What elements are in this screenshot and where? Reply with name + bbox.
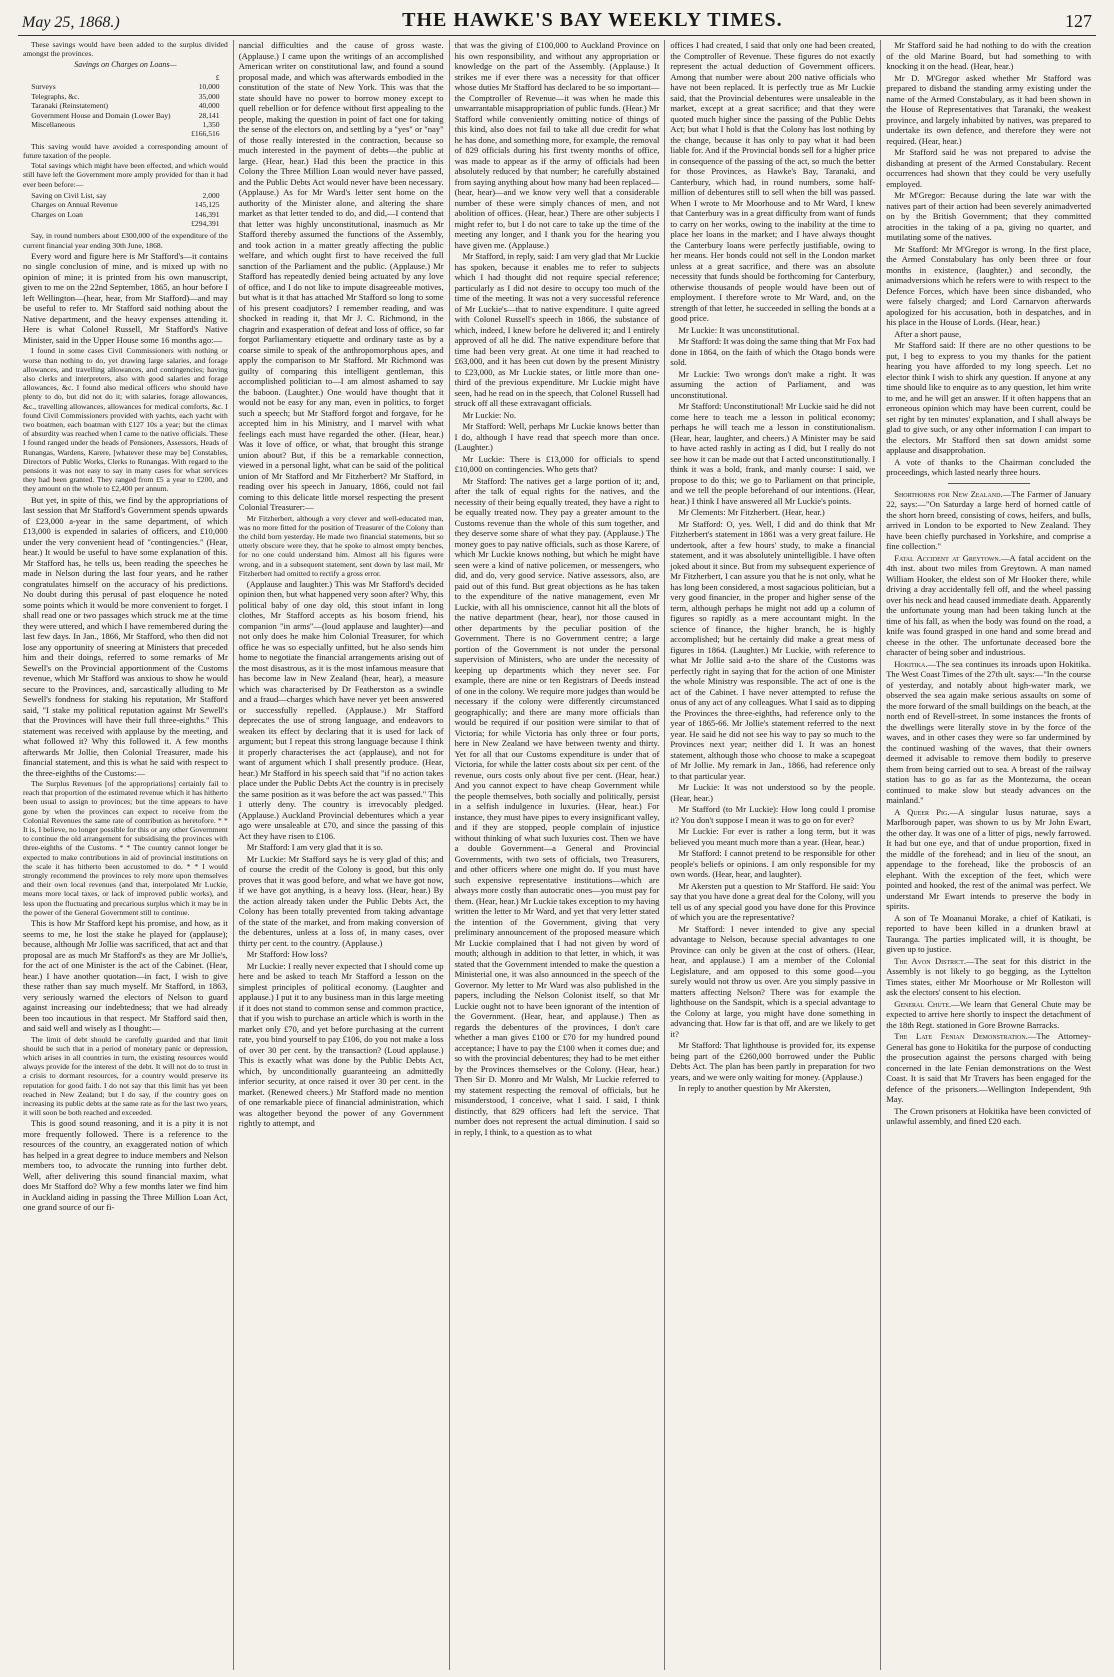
news-item [886, 659, 1091, 806]
paragraph: This saving would have avoided a corresponding amount of future taxation of the people. [23, 141, 228, 160]
article-columns [18, 40, 1096, 1670]
paragraph: Every word and figure here is Mr Stafford's—it contains no single conclusion of mine, and is mixed up with no opinion of mine; it is printed from his own manuscript, given to me on the 22nd September, 1865, an hour before I left Wellington—(hear, hear, from Mr Stafford)—and may be useful to refer to. Mr Stafford said nothing about the Native department, and the heavy expenses attending it. Here is what Colonel Russell, Mr Stafford's Native Minister, said in the Upper House some 16 months ago:— [23, 250, 228, 345]
total-savings-ledger [31, 191, 219, 229]
paragraph: Mr D. M'Gregor asked whether Mr Stafford was prepared to disband the standing army existing under the name of the Armed Constabulary, as it had been shown in the House of Representatives that Taranaki, the weakest province, and largely inhabited by natives, was prepared to undertake its own defence, and therefore they were not required. (Hear, hear.) [886, 72, 1091, 146]
news-item-heading: Shorthorns for New Zealand. [894, 488, 1003, 499]
paragraph: Mr Stafford: Mr M'Gregor is wrong. In the first place, the Armed Constabulary has only been three or four months in existence, (laughter,) and secondly, the animadversions which he refers were to with respect to the Defence Forces, which have been since disbanded, who were falsely charged; and Lord Carnarvon afterwards apologized for his accusation, both in despatches, and in his place in the House of Lords. (Hear, hear.) [886, 243, 1091, 327]
section-divider [948, 483, 1030, 484]
news-item [886, 489, 1091, 552]
paragraph: These savings would have been added to the surplus divided amongst the provinces. [23, 40, 228, 59]
ledger-row: Surveys 10,000 [31, 82, 220, 92]
paragraph: A vote of thanks to the Chairman concluded the proceedings, which lasted nearly three hours. [886, 456, 1091, 477]
news-item [886, 807, 1091, 912]
paragraph: Say, in round numbers about £300,000 of the expenditure of the current financial year ending 30th June, 1868. [23, 231, 228, 250]
newspaper-title: THE HAWKE'S BAY WEEKLY TIMES. [402, 9, 783, 31]
news-item-body: —A fatal accident on the 4th inst. about two miles from Greytown. A man named William Hooker, the eldest son of Mr Hooker there, while driving a dray accidentally fell off, and the wheel passing over his neck and head caused immediate death. Apparently the unfortunate young man had been taking lunch at the time of his fall, as when the body was found on the road, a knife was found grasped in one hand and some bread and cheese in the other. The unfortunate deceased bore the character of being sober and industrious. [886, 552, 1091, 657]
paragraph: Mr Luckie: It was unconstitutional. [678, 324, 800, 335]
column-5 [881, 40, 1096, 1670]
paragraph: After a short pause, [894, 328, 962, 339]
news-item [886, 956, 1091, 998]
paragraph: Mr Luckie: For ever is rather a long term, but it was believed you meant much more than a year. (Hear, hear.) [670, 826, 876, 847]
paragraph: Mr Luckie: Mr Stafford says he is very glad of this; and of course the credit of the Colony is good, but this only proves that it was good before, and what we have got now, if we have got anything, is a heavy loss. (Hear, hear.) By the action already taken under the Public Debts Act, the Colony has been totally prevented from taking advantage of the state of the market, and from making conversion of the debentures, unless at a loss of, in many cases, over thirty per cent. to the country. (Applause.) [238, 853, 444, 948]
news-item-heading: A Queer Pig. [894, 806, 950, 817]
ledger-total: £294,391 [191, 218, 220, 228]
column-1 [18, 40, 234, 1670]
paragraph: Mr Stafford: That lighthouse is provided for, its expense being part of the £260,000 borrowed under the Public Debts Act. The plan has been partly in preparation for two years, and we were only waiting for money. (Applause.) [670, 1040, 876, 1082]
paragraph: Mr Stafford: Well, perhaps Mr Luckie knows better than I do, although I have read that speech more than once. (Laughter.) [454, 421, 660, 452]
news-item [886, 553, 1091, 658]
quotation: The limit of debt should be carefully guarded and that limit should be such that in a period of monetary panic or depression, which arises in all countries in turn, the existing resources would always provide for the interest of the debt. It will not do to trust in a crisis to dormant resources, for a country would preserve its reputation for good faith. I do not say that this limit has yet been reached in New Zealand; but I do say, if the country goes on increasing its public debts at the same rate as for the last two years, it will soon be both reached and exceeded. [23, 1034, 228, 1118]
paragraph: Mr Stafford: It was doing the same thing that Mr Fox had done in 1864, on the faith of which the Otago bonds were sold. [670, 336, 876, 367]
ledger-total: £166,516 [191, 129, 220, 139]
paragraph: Mr Stafford: How loss? [246, 949, 328, 960]
paragraph: This is good sound reasoning, and it is a pity it is not more frequently followed. There is a reference to the resources of the country, an exaggerated notion of which has helped in a great degree to induce members and Nelson members too, to advocate the running into further debt. Well, after delivering this sound financial maxim, what does Mr Stafford do? Why a few months later we find him in Auckland aiding in passing the Three Million Loan Act, one grand source of our fi- [23, 1118, 228, 1213]
news-item-heading: General Chute. [894, 998, 952, 1009]
paragraph: Mr Stafford: O, yes. Well, I did and do think that Mr Fitzherbert's statement in 1861 was a very great failure. He undertook, after a few hours' study, to make a financial statement, and it was absolutely unintelligible. I have often joked about it since. But from my subsequent experience of Mr Fitzherbert, I can assure you that he is not only, what he has long been considered, a most sagacious politician, but a very good financier, in the proper and higher sense of the term, although perhaps he might not add up a column of figures so rapidly as a mere accountant might. In the science of finance, the higher branch, he is highly accomplished; but he certainly did make a great mess of figures in 1864. (Laughter.) Mr Luckie, with reference to what Mr Jollie said a-to the share of the Customs was perfectly right in saying that for the action of one Minister the whole Ministry was responsible. The act of one is the act of the Cabinet. I have never attempted to refuse the onus of any act of any colleagues. What I said as to dipping the Provinces the three-eighths, had reference only to the year of 1865-66. Mr Jollie's statement referred to the next year. He said he did not see his way to pay so much to the Provinces next year; neither did I. It was an honest statement, although those who choose to make a scapegoat of Mr Jollie. My remark in Jan., 1866, had reference only to that particular year. [670, 518, 876, 781]
savings-ledger [31, 73, 219, 139]
paragraph: (Applause and laughter.) This was Mr Stafford's decided opinion then, but what happened very soon after? Why, this political baby of one day old, this stout infant in long clothes, Mr Stafford accepts as his bosom friend, his companion "in arms"—(loud applause and laughter)—and not only does he make him Colonial Treasurer, for which office he was so especially unfitted, but he also sends him home to negotiate the financial arrangements arising out of the most disastrous, as it is the most infamous measure that has become law in New Zealand (hear, hear), a measure which was characterised by Dr Featherston as a swindle and a fraud—charges which have never yet been answered or successfully repelled. (Applause.) Mr Stafford deprecates the use of strong language, and endeavors to weaken its effect by declaring that it is used for lack of argument; but I repeat this strong language because I think it properly characterises the act (applause), and not for want of argument which I shall presently produce. (Hear, hear.) Mr Stafford in his speech said that "if no action takes place under the Public Debts Act the country is in precisely the same position as it was before the act was passed." This I utterly deny. The country is irrevocably pledged. (Applause.) Auckland Provincial debentures which a year ago were unsaleable at £70, and since the passing of this Act they have risen to £106. [238, 578, 444, 841]
ledger-row: Telegraphs, &c. 35,000 [31, 91, 220, 101]
paragraph: Mr Luckie: There is £13,000 for officials to spend £10,000 on contingencies. Who gets that? [454, 453, 660, 474]
news-item-heading: The Late Fenian Demonstration. [894, 1031, 1028, 1041]
paragraph: Total savings which might have been effected, and which would still have left the Government more amply provided for than it had ever been before:— [23, 161, 228, 189]
ledger-row: Charges on Loan 146,391 [31, 209, 220, 219]
news-item: A son of Te Moananui Morake, a chief of Katikati, is reported to have been killed in a drunken brawl at Tauranga. The parties implicated will, it is thought, be given up to justice. [886, 912, 1091, 954]
paragraph: Mr Stafford: The natives get a large portion of it; and, after the talk of equal rights for the natives, and the necessity of their being equally treated, they have a right to be equally treated now. They pay a greater amount to the Customs revenue than the whole of this sum together, and they deserve some share of what they pay. (Applause.) The money goes to pay native officials, such as those Karere, of which Mr Luckie knows nothing, but which he might have seen were a kind of native policemen, or messengers, who did, and do, very good service. Native assessors, also, are paid out of this fund. But great objections as he has taken to the expenditure of the native management, even Mr Luckie, with all his omniscience, cannot hit all the blots of the native department (hear, hear), nor those caused in other departments by the peculiar position of the Government. There is no Government centre; a large portion of the Government is not under the personal supervision of Ministers, who are under the necessity of keeping up departments which they never see. For example, there are nine or ten Registrars of Deeds instead of one in the colony. We require more judges than would be necessary if the colony were differently circumstanced geographically; and there are many more officials than would be required if our position were similar to that of Victoria; for while Victoria has only three or four ports, here in New Zealand we have between twenty and thirty. Yet for all that our Customs expenditure is under that of Victoria, for while the latter costs about six per cent. of the revenue, ours costs only about five per cent. (Hear, hear.) And you cannot expect to have cheap Government while the people themselves, both socially and politically, persist in a selfish indulgence in luxuries. (Hear, hear.) For instance, they must have pipes to every insignificant valley, and if they are stopped, people complain of injustice without thinking of what such luxuries cost. Then we have a double Government—a General and Provincial Governments, with two sets of officials, two Treasurers, and other officers where one might do. If you must have such expensive representative institutions—which are always more costly than autocratic ones—you must pay for them. (Hear, hear.) Mr Luckie takes exception to my having written the letter to Mr Ward, and yet that very letter stated the intention of the Government, giving that very preliminary announcement of the proposed measure which Mr Luckie complained that I had not given by word of mouth; although in addition to that letter, in which, it was stated that the Government intended to make the question a Ministerial one, it was also announced in the speech of the Governor. My letter to Mr Ward was also published in the papers, including the Nelson Colonist itself, so that Mr Luckie ought not to have been ignorant of the intention of the Government. (Hear, hear, and applause.) Then as regards the debentures of the provinces, I don't care whether a man gives £100 or £70 for my hundred pound acceptance; I have to pay the £100 when it comes due; and so with the provincial debentures; they had to be met either by the Provinces themselves or the Colony. (Hear, hear.) Then Sir D. Monro and Mr Walsh, Mr Luckie referred to my statement respecting the removal of officials, but he misunderstood, I conceive, what I said. I said, I think distinctly, that 829 officers had left the service. That number does not represent the actual diminution. I said so in reply, I think, to a question as to what [454, 475, 660, 1137]
news-item-body: —The seat for this district in the Assembly is not likely to go begging, as the Lyttelton Times states, either Mr Moorhouse or Mr Rolleston will ask the electors' consent to his election. [886, 955, 1091, 997]
news-item: The Crown prisoners at Hokitika have been convicted of unlawful assembly, and fined £20 each. [886, 1105, 1091, 1126]
news-item-body: —The Attorney-General has gone to Hokitika for the purpose of conducting the prosecution against the persons charged with being concerned in the late Fenian demonstrations on the West Coast. It is said that Mr Travers has been engaged for the defence of the prisoners.—Wellington Independent, 9th May. [886, 1031, 1091, 1104]
issue-date: May 25, 1868.) [22, 14, 120, 31]
paragraph: Mr Stafford: I cannot pretend to be responsible for other people's beliefs or opinions. I am only responsible for my own words. (Hear, hear, and laughter). [670, 848, 876, 879]
paragraph: nancial difficulties and the cause of gross waste. (Applause.) I came upon the writings of an accomplished American writer on constitutional law, and found a sound proposal made, and which was afterwards embodied in the constitution of the state of New York. This was that the state should have no power to borrow money except to quell rebellion or for defence without first appealing to the people, making the question in point of fact one for taking the sense of the electors on, and settling by a "yes" or "nay" of those really interested in the contraction, because so much interested in the payment of debts—the public at large. (Hear, hear.) Had this been the practice in this Colony the Three Million Loan would never have passed, and the Public Debts Act would never have been necessary. (Applause.) As for Mr Ward's letter sent home on the authority of the Minister alone, and altering the share market as that letter tended to do, and did,—I contend that that letter was highly unconstitutional, inasmuch as Mr Stafford thereby assumed the functions of the Assembly, and took action in a matter greatly affecting the public welfare, and which ought first to have received the full sanction of the Parliament and the public. (Applause.) Mr Stafford has repeatedly denied being actuated by any love of office, and I do not like to impute disagreeable motives, but what is it that has attached Mr Stafford so long to some of his present coadjutors? I remember reading, and was shocked in reading it, that Mr J. C. Richmond, in the chagrin and exasperation of defeat and loss of office, so far forgot Parliamentary etiquette and ordinary taste as by a coarse simile to speak of the anthropomorphous apes, and apply the comparison to Mr Stafford. Mr Richmond was guilty of comparing this intelligent gentleman, this accomplished politician to—I am almost ashamed to say the baboon. (Laughter.) One would have thought that it would not be easy for any man, even in politics, to forget such a speech; but Mr Stafford forgot and forgave, for he accepted him in his Ministry, and I marvel with what feelings each must have regarded the other. (Hear, hear.) Was it love of office, or what, that brought this strange union about? But, if this be a remarkable connection, viewed in a personal light, what can be said of the political union of Mr Stafford and Mr Fitzherbert? Mr Stafford, in reading over his speech in January, 1866, could not fail coming to this delicate little morsel respecting the present Colonial Treasurer:— [238, 40, 444, 512]
paragraph: Mr Luckie: It was not understood so by the people. (Hear, hear.) [670, 782, 876, 803]
paragraph: Mr Stafford said: If there are no other questions to be put, I beg to express to you my thanks for the patient hearing you have afforded to my long speech. Let no elector think I wish to shirk any question. If anyone at any time should like to enquire as to any question, let him write to me, and he will get an answer. If it often happens that an erroneous opinion which may have been current, could be set right by ten minutes' explanation, and I shall always be glad to give such, or any other information I can impart to the electors. Mr Stafford then sat down amidst some applause and disapprobation. [886, 340, 1091, 455]
news-item-heading: The Avon District. [894, 955, 966, 966]
column-3 [450, 40, 666, 1670]
paragraph: Mr Clements: Mr Fitzherbert. (Hear, hear.) [678, 507, 825, 517]
news-item-body: —A singular lusus naturae, says a Marlborough paper, was shown to us by Mr John Ewart, the other day. It was one of a litter of pigs, newly farrowed. It had but one eye, and that of undue proportion, fixed in the middle of the forehead; and in lieu of the snout, an appendage to the forehead, like the proboscis of an elephant. With the exception of the feet, which were pointed and hooked, the rest of the animal was perfect. We understand Mr Ewart intends to preserve the body in spirits. [886, 806, 1091, 911]
ledger-row: Government House and Domain (Lower Bay) 28,141 [31, 110, 220, 120]
page-number: 127 [1064, 11, 1092, 31]
paragraph: This is how Mr Stafford kept his promise, and how, as it seems to me, he lost the stake he played for (applause); because, although Mr Jollie was sacrificed, that act and that proposal are as much Mr Stafford's as they are Mr Jollie's, for the act of one Minister is the act of the Cabinet. (Hear, hear.) I have another quotation—in fact, I wish to give these rather than say much myself. Mr Stafford, in 1863, very seriously warned the electors of Nelson to guard against increasing our indebtedness; that we had already been too incautious in that respect. Mr Stafford said then, and said well and wisely as I thought:— [23, 918, 228, 1034]
news-item [886, 999, 1091, 1031]
paragraph: Mr Stafford: Unconstitutional! Mr Luckie said he did not come here to teach me a lesson in political economy; perhaps he will teach me a lesson in constitutionalism. (Hear, hear, laughter, and cheers.) A Minister may be said to have acted rashly in acting as I did, but I really do not see how it can be made out that I acted unconstitutionally. I think it was a bold, frank, and manly course: I said, we propose to do this; we go to Parliament on that principle, and we tell the people beforehand of our intentions. (Hear, hear.) I think I have answered all Mr Luckie's points. [670, 401, 876, 506]
paragraph: Mr Luckie: No. [462, 409, 516, 420]
quotation: The Surplus Revenues [of the appropriations] certainly fail to reach that proportion of the estimated revenue which it has hitherto been usual to assign to provinces; but the time appears to have gone by when the provinces can expect to receive from the Colonial Revenues the same rate of contribution as heretofore. * * It is, I believe, no longer possible for this or any other Government to continue the old arrangement for subsidising the provinces with three-eighths of the Customs. * * The country cannot longer be expected to make contributions in aid of provincial institutions on the scale it has hitherto been accustomed to do. * * I would strongly recommend the provinces to rely more upon themselves and their own local revenues (and that, interpolated Mr Luckie, means more local taxes, or lack of improved public works), and less upon the fluctuating and precarious surplus which it may be in the power of the General Government still to continue. [23, 779, 228, 917]
paragraph: Mr Stafford said he was not prepared to advise the disbanding at present of the Armed Constabulary. Recent occurrences had shown that they could be very usefully employed. [886, 147, 1091, 189]
masthead [18, 6, 1096, 36]
paragraph: that was the giving of £100,000 to Auckland Province on his own responsibility, and without any appropriation or knowledge on the part of the Assembly. (Applause.) It strikes me if ever there was a necessity for that officer whose duties Mr Stafford has declared to be so important—the Comptroller of Revenue—it was when he made this unwarrantable misappropriation of public funds. (Hear.) Mr Stafford while conveniently omitting notice of things of this kind, also does not fail to take all due credit for what he has done, and something more, for example, the removal of 829 officials during his first twenty months of office, was made to appear as if the army of officials had been absolutely reduced by that number; he carefully abstained from saying anything about how many had been replaced—(hear, hear)—and we know very well that a considerable number of these were simply chances of men, and not abolition of offices. (Hear, hear.) There are other subjects I might refer to, but I do not care to take up the time of the meeting any longer, and I thank you for the hearing you have given me. (Applause.) [454, 40, 660, 250]
paragraph: offices I had created, I said that only one had been created, the Comptroller of Revenue. These figures do not exactly represent the actual deduction of Government officers. Among that number were about 200 native officials who have not been replaced. It is perfectly true as Mr Luckie said, that the Provincial debentures were unsaleable in the market, except at a great sacrifice; and that they were quoted much higher since the passing of the Public Debts Act; but what I hold is that the Colony has lost nothing by the change, because it has only to pay what it had been liable for. And if the Provincial bonds sell for a higher price in consequence of the passing of the act, so much the better for those Provinces, as Hawke's Bay, Taranaki, and Canterbury, which had, in round numbers, some half-million of debentures still to sell when the bill was passed. When I wrote to Mr Moorhouse and to Mr Ward, I knew that Canterbury was in a great difficulty from want of funds to carry on her works, owing to the inability at the time to place her loans in the market; and I have always thought the Canterbury loans were perfectly justifiable, owing to her means. Her bonds could not sell in the London market unless at a great sacrifice, and there was an absolute necessity that funds should be forthcoming for Canterbury, otherwise thousands of people would have been out of employment. I therefore wrote to Mr Ward, and, on the strength of that letter, he succeeded in selling the bonds at a good price. [670, 40, 876, 323]
quotation: I found in some cases Civil Commissioners with nothing or worse than nothing to do, yet drawing large salaries, and forage allowances, and travelling allowances, and contingencies; having also clerks and interpreters, also with good salaries and forage allowances, &c. I found also medical officers who should have plenty to do, but did not do it; with salaries, forage allowances, &c., travelling allowances, allowances for medical comforts, &c. I found Civil Commissioners provided with yachts, each yacht with two boatmen, each boatman with £127 10s a year; but the climax of absurdity was reached when I came to the native officials. These I found ranged under the heads of Pensioners, Assessors, Heads of Runangas, Wardens, Karere, [whatever these may be] Constables, Directors of Public Works, Clerks to Runangas. With regard to the pensions it was not easy to say in many cases for what services they had been granted. They ranged from £5 a year to £200, and they amount on the whole to £2,400 per annum. [23, 346, 228, 494]
news-item [886, 1031, 1091, 1105]
column-4 [665, 40, 881, 1670]
paragraph: Mr Akersten put a question to Mr Stafford. He said: You say that you have done a great deal for the Colony, will you tell us of any special good you have done for this Province of which you are the representative? [670, 880, 876, 922]
paragraph: Mr Luckie: I really never expected that I should come up here and be asked to teach Mr Stafford a lesson on the simplest principles of political economy. (Laughter and applause.) I put it to any business man in this large meeting if it does not stand to common sense and common practice, that if you wish to purchase an article which is worth in the market only £70, and yet before purchasing at the current rate, you bind yourself to pay £106, do you not make a loss of over 30 per cent. by the transaction? (Loud applause.) This is exactly what was done by the Public Debts Act, which, by unconditionally guaranteeing an admittedly inferior security, at once raised it over 30 per cent. in the market. (Renewed cheers.) Mr Stafford made no mention of one remarkable piece of financial administration, which was altogether beyond the power of any Government rightly to attempt, and [238, 960, 444, 1129]
paragraph: Mr Stafford said he had nothing to do with the creation of the old Marine Board, but had something to with knocking it on the head. (Hear, hear.) [886, 40, 1091, 71]
paragraph: Mr Stafford: I never intended to give any special advantage to Nelson, because special advantages to one Province can only be given at the cost of others. (Hear, hear, and applause.) I am a member of the Colonial Legislature, and am opposed to this some good—you surely would not throw us over. Are you simply passive in matters affecting Nelson? There was for example the lighthouse on the Sandspit, which is a special advantage to the Colony at large, you might have done something in advancing that. How far is that off, and are we likely to get it? [670, 923, 876, 1039]
paragraph: But yet, in spite of this, we find by the appropriations of last session that Mr Stafford's Government spends upwards of £23,000 a-year in the same department, of which £13,000 is expended in salaries of officers, and £10,000 under the very convenient head of "contingencies." (Hear, hear.) It would be useful to have some explanation of this. Mr Stafford has, he tells us, been reading the speeches he made in Nelson during the last four years, and he rather congratulates himself on the accuracy of his predictions. No doubt during this perusal of past eloquence he noted some points which it would be more convenient to forget. I shall read one or two passages which struck me at the time they were uttered, and which I have remembered during the last few days. In Jan., 1866, Mr Stafford, who then did not lose any opportunity of sneering at Ministers that preceded him and their doings, referred to some remarks of Mr Sewell's on the Provincial apportionment of the Customs revenue, which Mr Stafford was anxious to show he would secure to the Provinces, and, sarcastically alluding to Mr Sewell's fondness for staking his reputation, Mr Stafford said, "I stake my political reputation against Mr Sewell's that the Provinces will have their full three-eighths." This statement was received with applause by the meeting, and what followed it? Why this followed it. A few months afterwards Mr Jollie, then Colonial Treasurer, made his financial statement, and this is what he said with respect to the three-eighths of the Customs:— [23, 494, 228, 778]
paragraph: Mr Stafford, in reply, said: I am very glad that Mr Luckie has spoken, because it enables me to refer to subjects which I had thought did not require special reference; particularly as I did not desire to occupy too much of the time of the meeting. It was not a very successful reference of Mr Luckie's—that to native expenditure. I quite agreed with Colonel Russell's speech in 1866, the substance of which, indeed, I knew before he delivered it; and I entirely approved of all he did. The native expenditure before that time had been very great. At one time it had reached to £63,000, and it has been cut down by the present Ministry to £23,000, as Mr Luckie states, or little more than one-third of the previous expenditure. Mr Luckie might have seen, had he read on in the speech, that Colonel Russell had struck off all these extravagant officials. [454, 251, 660, 408]
news-item-body: —The sea continues its inroads upon Hokitika. The West Coast Times of the 27th ult. says:—"In the course of yesterday, and notably about high-water mark, we observed the sea again make serious assaults on some of the more forward of the small buildings on the beach, at the north end of Revell-street. In some instances the fronts of the dwellings were literally stove in by the force of the waves, and in other cases they were so far undermined by the continued washing of the waves, that their owners deemed it advisable to remove them bodily to preserve them from being carried out to sea. A breast of the railway station has to go as far as the Montezuma, the ocean continued to make slow but steady advances on the mainland." [886, 658, 1091, 805]
ledger-row: Miscellaneous 1,350 [31, 119, 220, 129]
paragraph: Mr M'Gregor: Because during the late war with the natives part of their action had been severely animadverted on by the British Government; that they committed atrocities in the taking of a pa, giving no quarter, and mutilating some of the natives. [886, 190, 1091, 242]
news-item-heading: Hokitika. [894, 658, 928, 669]
news-item-body: —The Farmer of January 22, says:—"On Saturday a large herd of horned cattle of the short horn breed, consisting of cows, heifers, and bulls, arrived in London to be exported to New Zealand. They have been chiefly purchased in Yorkshire, and comprise a fine collection." [886, 488, 1091, 551]
paragraph: Mr Luckie: Two wrongs don't make a right. It was assuming the action of Parliament, and was unconstitutional. [670, 368, 876, 400]
paragraph: Mr Stafford: I am very glad that it is so. [246, 842, 383, 853]
news-item-body: —We learn that General Chute may be expected to arrive here shortly to inspect the detachment of the 18th Regt. stationed in Gore Browne Barracks. [886, 998, 1091, 1030]
ledger-title: Savings on Charges on Loans— [74, 60, 177, 70]
column-2 [234, 40, 450, 1670]
ledger-row: Taranaki (Reinstatement) 40,000 [31, 101, 220, 111]
ledger-row: Saving on Civil List, say 2,000 [31, 190, 220, 200]
paragraph: In reply to another question by Mr Akersten, [678, 1083, 831, 1093]
ledger-currency: £ [215, 72, 220, 82]
quotation: Mr Fitzherbert, although a very clever and well-educated man, was no more fitted for the position of Treasurer of the Colony than the child born yesterday. He made two financial statements, but so utterly obscure were they, that he spoke to almost empty benches, for no one could understand him. Almost all his figures were wrong, and in a subsequent statement, sent down by last mail, Mr Fitzherbert had omitted to rectify a gross error. [238, 513, 444, 578]
ledger-row: Charges on Annual Revenue 145,125 [31, 200, 220, 210]
news-item-heading: Fatal Accident at Greytown. [894, 552, 1001, 563]
paragraph: Mr Stafford (to Mr Luckie): How long could I promise it? You don't suppose I mean it was to go on for ever? [670, 804, 876, 825]
